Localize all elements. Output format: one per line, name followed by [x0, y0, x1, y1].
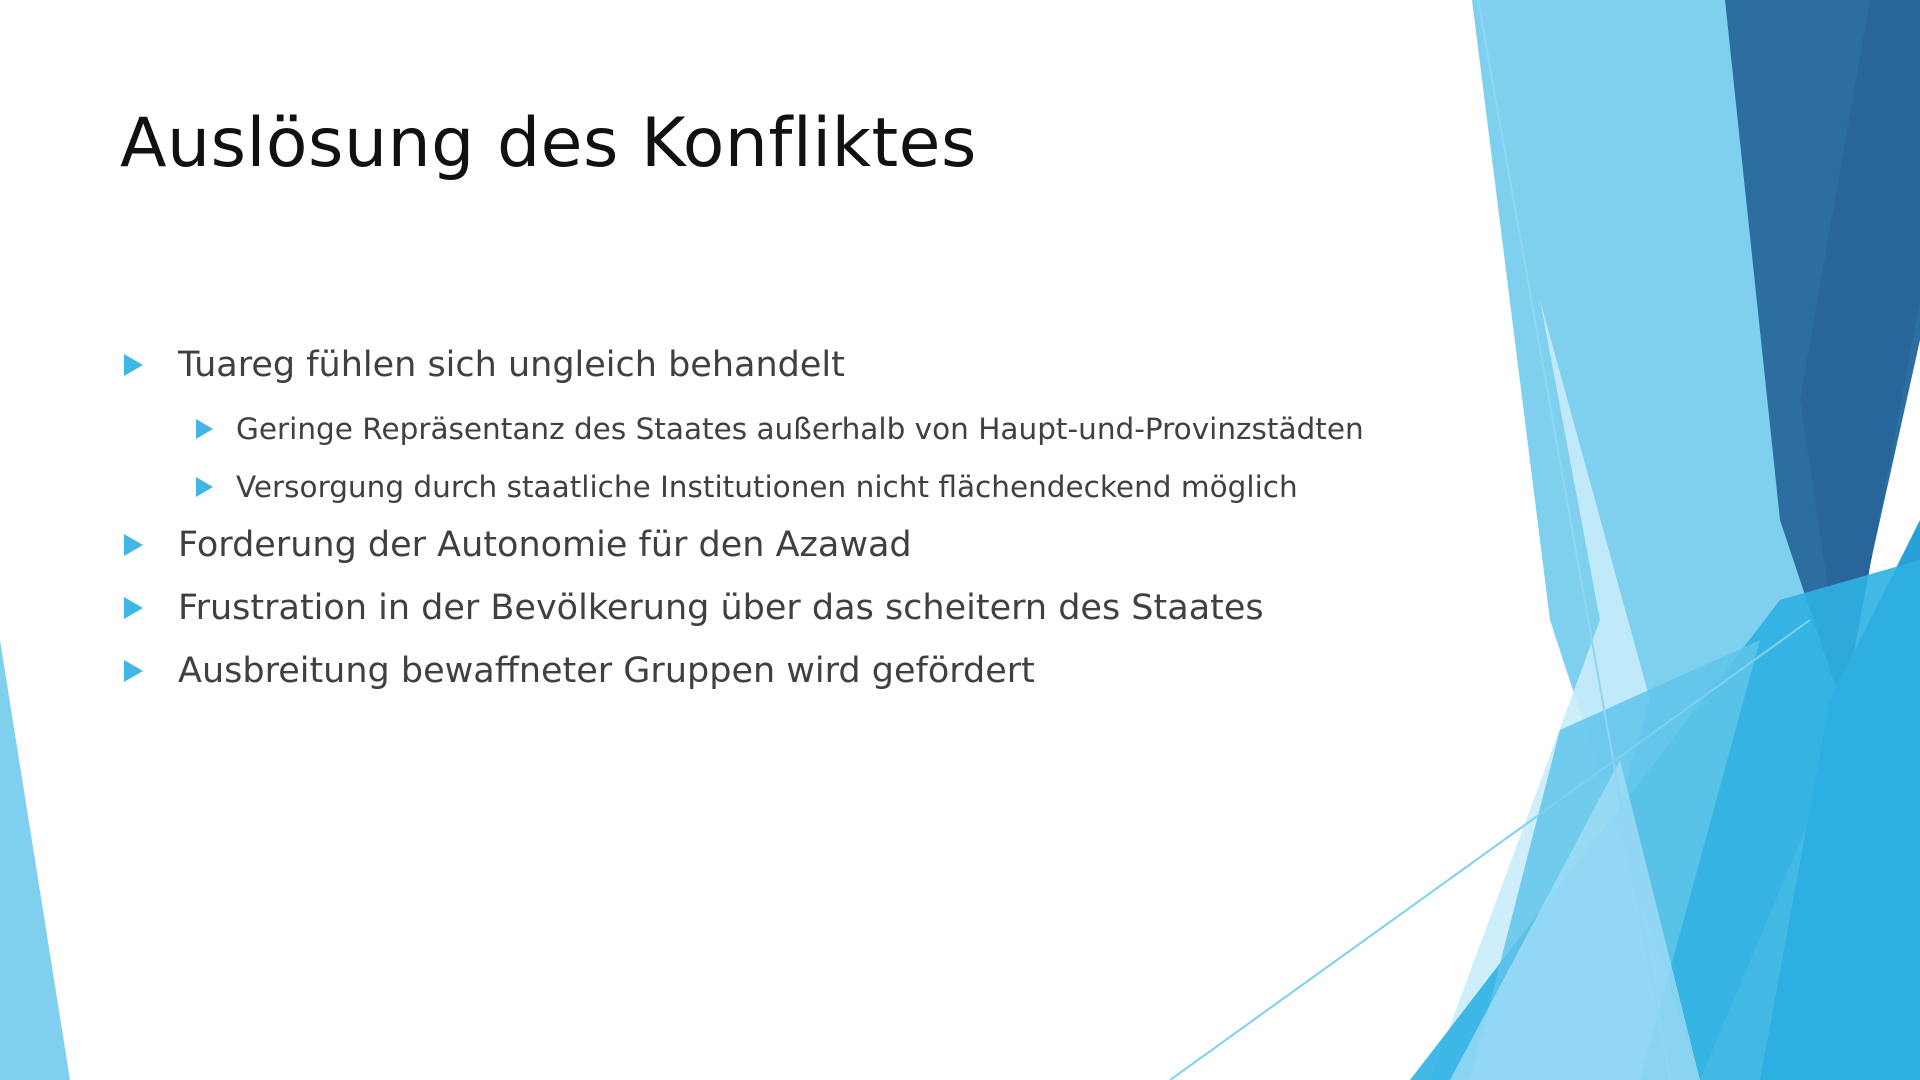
- sub-bullet-item: [196, 470, 1298, 504]
- facet-left-bottom: [0, 640, 70, 1080]
- bullet-text: Forderung der Autonomie für den Azawad: [178, 525, 912, 565]
- bullet-text: Tuareg fühlen sich ungleich behandelt: [178, 345, 845, 385]
- bullet-text: Frustration in der Bevölkerung über das scheitern des Staates: [178, 588, 1264, 628]
- bullet-item: [124, 345, 845, 385]
- triangle-right-icon: [124, 354, 143, 376]
- triangle-right-icon: [124, 534, 143, 556]
- triangle-right-icon: [124, 597, 143, 619]
- bullet-item: [124, 588, 1264, 628]
- sub-bullet-item: [196, 412, 1364, 446]
- triangle-right-icon: [124, 660, 143, 682]
- triangle-right-icon: [196, 419, 213, 439]
- bullet-item: [124, 525, 912, 565]
- sub-bullet-text: Versorgung durch staatliche Institutionen nicht flächendeckend möglich: [236, 470, 1298, 504]
- triangle-right-icon: [196, 477, 213, 497]
- sub-bullet-text: Geringe Repräsentanz des Staates außerhalb von Haupt-und-Provinzstädten: [236, 412, 1364, 446]
- slide-title: Auslösung des Konfliktes: [120, 104, 977, 183]
- bullet-item: [124, 651, 1035, 691]
- bullet-text: Ausbreitung bewaffneter Gruppen wird gefördert: [178, 651, 1035, 691]
